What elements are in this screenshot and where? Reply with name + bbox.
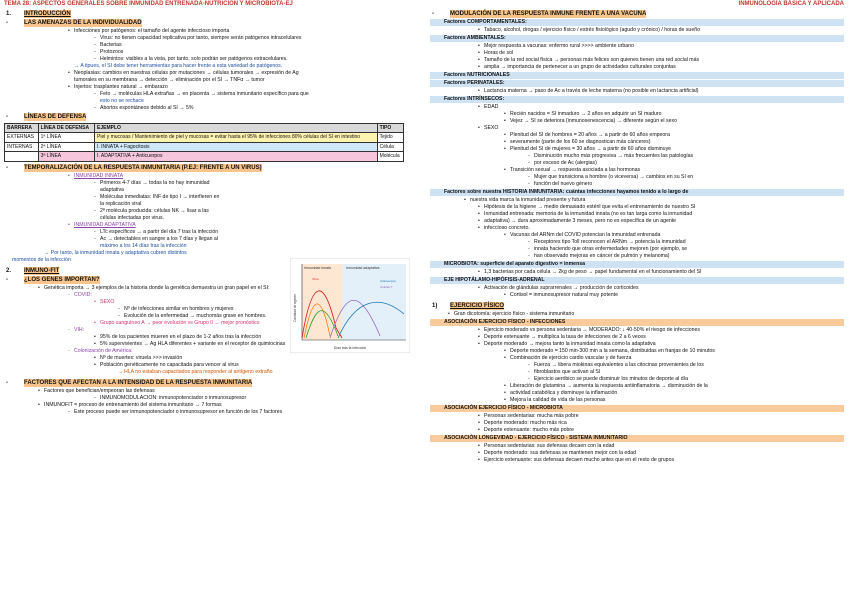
subheading: EJE HIPOTÁLAMO-HIPÓFISIS-ADRENAL xyxy=(430,277,844,284)
list-item: • Activación de glándulas suprarrenales → producción de corticoides xyxy=(430,285,844,292)
exercise-list xyxy=(430,311,844,464)
list-item: • Mejor respuesta a vacunas: enfermo rural >>>> ambiente urbano xyxy=(430,43,844,50)
subheading: ASOCIACIÓN LONGEVIDAD - EJERCICIO FÍSICO - SISTEMA INMUNITARIO xyxy=(430,435,844,442)
table-cell: 2ª LÍNEA xyxy=(38,142,94,152)
list-item: - Primeros 4-7 días → todas la no hay inmunidad xyxy=(4,180,418,187)
list-item: - Nº de infecciones similar en hombres y mujeres xyxy=(4,306,418,313)
adaptive-label: Inmunidad adaptativa xyxy=(346,266,380,270)
list-item: • actividad catabólica y disminuye la inflamación xyxy=(430,390,844,397)
section-title: INMUNO-FIT xyxy=(24,267,60,274)
list-item: • Nº de muertes: viruela >>> invasión xyxy=(4,355,418,362)
list-item: la replicación viral xyxy=(100,200,142,207)
y-axis-label: Cantidad de agente xyxy=(293,294,297,322)
list-item: esto no se rechace xyxy=(100,98,144,104)
list-item: • Vacunas del ARNm del COVID potencian la inmunidad entrenada xyxy=(430,232,844,239)
list-item: - Virus: no tienen capacidad replicativa por tanto, siempre serán patógenos intracelulares xyxy=(4,35,418,42)
heading-text: EJERCICIO FÍSICO xyxy=(450,303,505,309)
list-item: • SEXO xyxy=(4,299,418,306)
document-header-right: INMUNOLOGÍA BÁSICA Y APLICADA xyxy=(738,1,844,7)
list-item: momentos de la infección xyxy=(12,256,71,263)
list-item: • Combinación de ejercicio cardio vascular y de fuerza xyxy=(430,355,844,362)
list-item: • Deporte moderado: mucho más rica xyxy=(430,420,844,427)
list-item: → A tipues, el SI debe tener herramientas para hacer frente a esta variedad de patógenos. xyxy=(74,63,283,69)
list-item: • Deporte moderado = 150 min-300 min a la semana, distribuidas en franjas de 10 minutos xyxy=(430,348,844,355)
list-item: • Cortisol = inmunosupresor natural muy potente xyxy=(430,292,844,299)
list-item: - COVID: xyxy=(4,292,418,299)
list-item: - Bacterias xyxy=(4,42,418,49)
list-item: • Neoplasias: cambios en nuestras células por mutaciones → células tumorales → expresión de Ag xyxy=(4,70,418,77)
list-item: • Deporte moderado → mejora tanto la inmunidad innata como la adaptativa xyxy=(430,341,844,348)
section-number: 2. xyxy=(6,267,12,274)
list-item: - Fuerza → libera miokinas equivalentes a las citocinas provenientes de los xyxy=(430,362,844,369)
section-title: INTRODUCCIÓN xyxy=(24,11,71,17)
list-item: - por exceso de Ac (alergias) xyxy=(430,160,844,167)
defense-lines-table xyxy=(4,123,404,162)
table-row xyxy=(5,142,404,152)
list-item: - 2ª molécula producida: células NK → lisar a las xyxy=(4,208,418,215)
section-number: 1. xyxy=(6,11,12,17)
table-header-row xyxy=(5,124,404,133)
subsection-title: ¿LOS GENES IMPORTAN? xyxy=(24,276,100,283)
list-item: - función del nuevo género xyxy=(430,181,844,188)
subsection-heading: - LAS AMENAZAS DE LA INDIVIDUALIDAD xyxy=(6,20,142,26)
subsection-heading: - TEMPORALIZACIÓN DE LA RESPUESTA INMUNITARIA (P.EJ: FRENTE A UN VIRUS) xyxy=(6,164,262,171)
legend-antibodies: Anticuerpos xyxy=(380,279,396,283)
subheading: ASOCIACIÓN EJERCICIO FÍSICO - MICROBIOTA xyxy=(430,405,844,412)
list-item: • Injertos: trasplantes natural → embarazo xyxy=(4,84,418,91)
exercise-section-heading: 1) EJERCICIO FÍSICO xyxy=(432,303,505,309)
table-cell: Molécula xyxy=(377,152,403,162)
bullet-list-temporalizacion xyxy=(4,173,418,264)
list-item: • Deporte extenuante → multiplica la tasa de infecciones de 2 a 6 veces xyxy=(430,334,844,341)
subheading: Factores AMBIENTALES: xyxy=(430,35,844,42)
list-item: • nuestra vida marca la inmunidad presente y futura xyxy=(430,197,844,204)
list-item: - VIH: xyxy=(4,327,418,334)
list-item: • infeccioso concreto. xyxy=(430,225,844,232)
column-header: BARRERA xyxy=(5,124,39,133)
immune-response-timeline-figure xyxy=(290,258,410,353)
subsection-heading: - FACTORES QUE AFECTAN A LA INTENSIDAD DE LA RESPUESTA INMUNITARIA xyxy=(6,379,253,386)
subheading: Factores sobre nuestra HISTORIA INMUNITARIA: cuántas infecciones hayamos tenido a lo largo de xyxy=(430,189,844,196)
column-header: TIPO xyxy=(377,124,403,133)
legend-virus: Virus xyxy=(312,277,319,281)
subsection-title: LÍNEAS DE DEFENSA xyxy=(24,114,87,120)
list-item: - Feto → moléculas HLA extrañas → en placenta → sistema inmunitario específico para que xyxy=(4,91,418,98)
list-item: • Deporte extenuante: mucho más pobre xyxy=(430,427,844,434)
bullet-list-factores xyxy=(4,388,418,416)
list-item: - Ac → detectables en sangre a los 7 días y llegan al xyxy=(4,236,418,243)
table-row xyxy=(5,152,404,162)
list-item: • INMUNOFIT = proceso de entrenamiento del sistema inmunitario → 7 formas xyxy=(4,402,418,409)
list-item: • Inmunidad entrenada: memoria de la inmunidad innata (no es tan larga como la inmunidad xyxy=(430,211,844,218)
list-item: → Por tanto, la inmunidad innata y adaptativa cubren distintos xyxy=(44,249,187,256)
document-header-left: TEMA 28: ASPECTOS GENERALES SOBRE INMUNIDAD ENTRENADA-NUTRICIÓN Y MICROBIOTA-EJ xyxy=(4,1,293,7)
table-cell: Piel y mucosas / Mantenimiento de piel y mucosas = evitar hasta el 95% de infecciones 80% células del SI en intestino xyxy=(95,133,378,143)
table-cell: Célula xyxy=(377,142,403,152)
list-item: • Recién nacidos = SI inmaduro → 2 años en adquirir un SI maduro xyxy=(430,111,844,118)
list-item: - Disminución mucho más progresiva → más frecuentes las patologías xyxy=(430,153,844,160)
list-item: • Vejez → SI se deteriora (inmunosenescencia) → diferente según el sexo xyxy=(430,118,844,125)
list-item: • Población genéticamente no capacitada para vencer al virus xyxy=(4,362,418,369)
subheading: Factores NUTRICIONALES xyxy=(430,72,844,79)
heading-text: MODULACIÓN DE LA RESPUESTA INMUNE FRENTE A UNA VACUNA xyxy=(450,11,647,17)
list-item: adaptativa xyxy=(100,186,124,193)
list-item: • severamente (parte de los 60 se diagnostican más cánceres) xyxy=(430,139,844,146)
column-header: LÍNEA DE DEFENSA xyxy=(38,124,94,133)
list-item: • Plenitud del SI de hombres = 20 años → a partir de 60 años empeora xyxy=(430,132,844,139)
list-item: • 1,3 bacterias por cada célula → 2kg de peso → papel fundamental en el funcionamiento del SI xyxy=(430,269,844,276)
list-item: • Liberación de glutamina → aumenta la respuesta antiinflamatoria → disminución de la xyxy=(430,383,844,390)
legend-tcells: Células T xyxy=(380,285,393,289)
subsection-title: FACTORES QUE AFECTAN A LA INTENSIDAD DE LA RESPUESTA INMUNITARIA xyxy=(24,379,253,386)
left-column xyxy=(4,0,418,600)
table-cell: 1ª LÍNEA xyxy=(38,133,94,143)
list-item: • Transición sexual → respuesta asociada a las hormonas xyxy=(430,167,844,174)
x-axis-label: Días tras la infección xyxy=(333,346,367,350)
list-item: • Hipótesis de la higiene → medio demasiado estéril que evita el entrenamiento de nuestro SI xyxy=(430,204,844,211)
table-cell: Tejido xyxy=(377,133,403,143)
vaccine-factors-list xyxy=(430,19,844,299)
subsection-heading: - ¿LOS GENES IMPORTAN? xyxy=(6,276,100,283)
subheading: Factores COMPORTAMENTALES: xyxy=(430,19,844,26)
list-item: • 95% de los pacientes mueren en el plazo de 1-2 años tras la infección xyxy=(4,334,418,341)
list-item: • Plenitud del SI de mujeres = 30 años → a partir de 60 años disminuye xyxy=(430,146,844,153)
list-item: • Personas sedentarias: sus defensas decaen con la edad xyxy=(430,443,844,450)
subheading: MICROBIOTA: superficie del aparato digestivo = inmensa xyxy=(430,261,844,268)
list-item: - Mujer que transiciona a hombre (o viceversa) → cambios en su SI en xyxy=(430,174,844,181)
list-item: máximo a los 14 días tras la infección xyxy=(100,242,187,249)
list-item: - Colonización de América: xyxy=(4,348,418,355)
list-item: • Deporte moderado: sus defensas se mantienen mejor con la edad xyxy=(430,450,844,457)
list-item: - INMUNOMODULACIÓN: inmunopotenciador o inmunosupresor xyxy=(4,395,418,402)
innate-label: Inmunidad innata xyxy=(304,266,331,270)
list-item: • Lactancia materna → paso de Ac a través de leche materna (no posible en lactancia artificial) xyxy=(430,88,844,95)
right-column xyxy=(430,0,844,600)
list-item: - han observado mejoras en cáncer de pulmón y melanoma) xyxy=(430,253,844,260)
list-item: tumorales en su membrana → detección → eliminación por el SI → TNFα → tumor xyxy=(74,77,265,83)
table-row xyxy=(5,133,404,143)
list-item: → HLA no estaban capacitados para responder al antígeno extraño xyxy=(4,369,418,376)
list-item: • Tamaño de la red social física → personas más felices son quienes tienen una red social más xyxy=(430,57,844,64)
list-item: • amplia → importancia de pertenecer a un grupo de actividades culturales conjuntas xyxy=(430,64,844,71)
list-item: - Ejercicio aeróbico se puede disminuir los minutos de deporte al día xyxy=(430,376,844,383)
list-item: - LTc específicos → a partir del día 7 tras la infección xyxy=(4,229,418,236)
subsection-heading: - LÍNEAS DE DEFENSA xyxy=(6,114,87,120)
list-item: • Factores que benefician/empeoran las defensas xyxy=(4,388,418,395)
list-item: - Abortos espontáneos debido al SI → 5% xyxy=(4,105,418,112)
list-item: - Helmintos: visibles a la vista, por tanto, solo podrán ser patógenos extracelulares. xyxy=(4,56,418,63)
table-cell: INTERNAS xyxy=(5,142,39,152)
list-item: • adaptativa) → dura aproximadamente 3 meses, pero no es específica de un agente xyxy=(430,218,844,225)
table-cell xyxy=(5,152,39,162)
list-item: • Mejora la calidad de vida de las personas xyxy=(430,397,844,404)
subsection-title: LAS AMENAZAS DE LA INDIVIDUALIDAD xyxy=(24,20,142,26)
list-item: • Grupo sanguíneo A → peor evolución vs Grupo 0 → mejor pronóstico xyxy=(4,320,418,327)
list-item: - fibroblastos que activan al SI xyxy=(430,369,844,376)
table-cell: EXTERNAS xyxy=(5,133,39,143)
list-item: - innata haciendo que otras enfermedades mejoren (por ejemplo, se xyxy=(430,246,844,253)
table-cell: 3ª LÍNEA xyxy=(38,152,94,162)
table-cell: I. ADAPTATIVA + Anticuerpos xyxy=(95,152,378,162)
list-item: - Moléculas inmediatas: INF de tipo I → interfieren en xyxy=(4,194,418,201)
list-item: • Genética importa → 3 ejemplos de la historia donde la genética demuestra un gran papel en el SI: xyxy=(4,285,418,292)
list-item: • INMUNIDAD ADAPTATIVA xyxy=(4,222,418,229)
list-item: • Gran dicotomía: ejercicio físico - sistema inmunitario xyxy=(430,311,844,318)
vaccine-modulation-heading: - MODULACIÓN DE LA RESPUESTA INMUNE FRENTE A UNA VACUNA xyxy=(432,11,647,17)
subheading: Factores PERINATALES: xyxy=(430,80,844,87)
table-cell: I. INNATA + Fagocitosis xyxy=(95,142,378,152)
list-item: - Este proceso puede ser inmunopotenciador o inmunosupresor en función de los 7 factores xyxy=(4,409,418,416)
list-item: • Personas sedentarias: mucha más pobre xyxy=(430,413,844,420)
list-item: • Infecciones por patógenos: el tamaño del agente infeccioso importa xyxy=(4,28,418,35)
list-item: • INMUNIDAD INNATA xyxy=(4,173,418,180)
list-item: • Horas de sol xyxy=(430,50,844,57)
list-item: - Evolución de la enfermedad → muchomás grave en hombres. xyxy=(4,313,418,320)
list-item: • SEXO xyxy=(430,125,844,132)
subheading: Factores INTRÍNSECOS: xyxy=(430,96,844,103)
list-item: • Ejercicio extenuante: sus defensas decaen mucho antes que en el resto de grupos xyxy=(430,457,844,464)
list-item: - Protozoos xyxy=(4,49,418,56)
list-item: • Tabaco, alcohol, drogas / ejercicio físico / estrés fisiológico (agudo y crónico) / horas de sueño xyxy=(430,27,844,34)
list-item: - Receptores tipo Toll reconocen el ARNm → potencia la inmunidad xyxy=(430,239,844,246)
list-item: • Ejercicio moderado vs persona sedentaria → MODERADO: ↓ 40-50% el riesgo de infecciones xyxy=(430,327,844,334)
list-item: • EDAD xyxy=(430,104,844,111)
subheading: ASOCIACIÓN EJERCICIO FÍSICO - INFECCIONES xyxy=(430,319,844,326)
list-item: • 5% supervivientes → Ag HLA diferentes + variante en el receptor de quimiocinas xyxy=(4,341,418,348)
bullet-list-amenazas xyxy=(4,28,418,112)
subsection-title: TEMPORALIZACIÓN DE LA RESPUESTA INMUNITARIA (P.EJ: FRENTE A UN VIRUS) xyxy=(24,164,262,171)
column-header: EJEMPLO xyxy=(95,124,378,133)
section-1-heading xyxy=(4,10,418,18)
list-item: células infectadas por virus. xyxy=(100,214,165,221)
